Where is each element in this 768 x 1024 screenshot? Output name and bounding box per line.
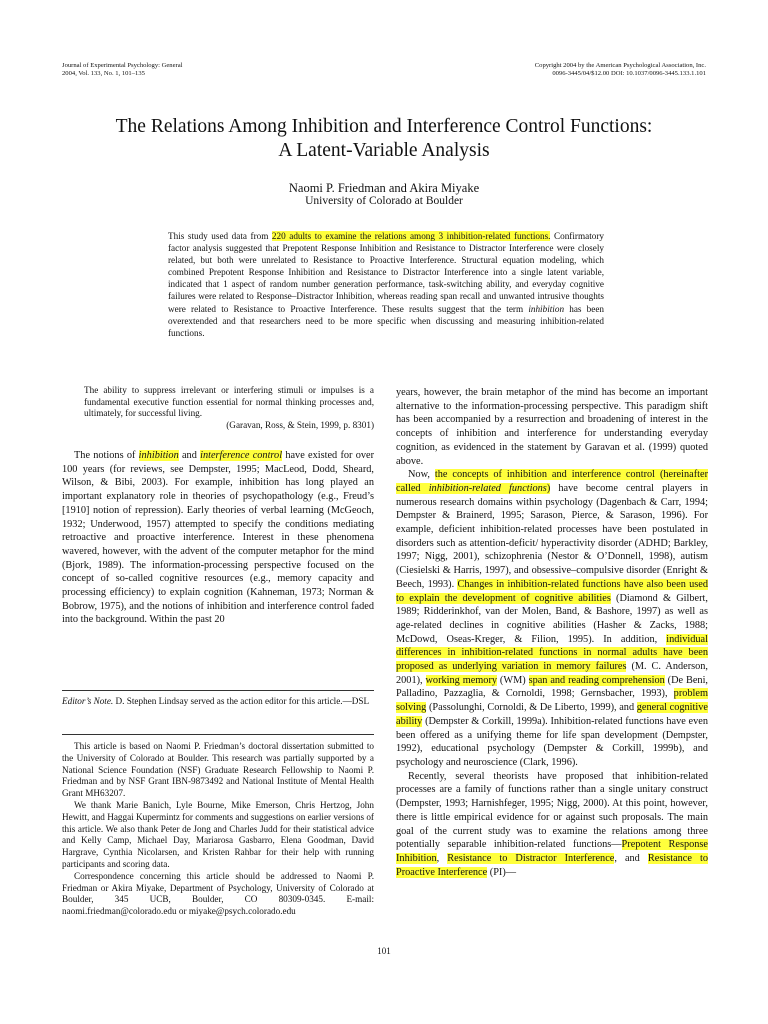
body-text: have existed for over 100 years (for reviews, see Dempster, 1995; MacLeod, Dodd, Sheard, Wilson, & Bibi, 2003). For example, inhibition has long played an important explanatory role in theories of psychopathology (e.g., Freud’s [1910] notion of repression). Early theories of verbal learning (McGeoch, 1932; Underwood, 1957) attempted to specify the conditions mediating retroactive and proactive interference. Interest in these phenomena wavered, however, with the advent of the computer metaphor for the mind (Bjork, 1989). The information-processing perspective focused on the concept of so-called cognitive resources (e.g., memory capacity and processing efficiency) to explain cognition (Kahneman, 1973; Norman & Bobrow, 1975), and the notions of inhibition and interference control faded into the background. Within the past 20 [62,450,374,626]
highlight-text: inhibition-related functions [428,482,547,494]
right-column [396,386,708,879]
abstract-italic: inhibition [528,303,565,314]
highlight-text: the concepts of inhibition and interference control (hereinafter called [396,469,708,494]
highlight[interactable] [200,450,282,461]
abstract-text: has been overextended and that researchers need to be more specific when discussing and measuring inhibition-related functions. [168,303,604,338]
highlight[interactable]: Resistance to Proactive Interference [396,852,708,878]
title-line-2: A Latent-Variable Analysis [278,140,490,161]
highlight-text: ) [546,482,551,494]
highlight[interactable] [139,450,179,461]
epigraph-text: The ability to suppress irrelevant or interfering stimuli or impulses is a fundamental executive function essential for normal thinking processes and, ultimately, for successful living. [84,385,374,419]
body-text: (Dempster & Corkill, 1999a). Inhibition-related functions have even been offered as a unifying theme for life span development (Dempster, 1992), educational psychology (Dempster & Corkill, 1999b), and psychology and neuroscience (Clark, 1996). [396,715,708,768]
intro-paragraph [62,449,374,627]
body-text: have become central players in numerous research domains within psychology (Dagenbach & Carr, 1994; Dempster & Brainerd, 1995; Sarason, Pierce, & Sarason, 1996). For example, deficient inhibition-related processes have been postulated in disorders such as attention-deficit/ hyperactivity disorder (ADHD; Barkley, 1997; Nigg, 2001), schizophrenia (Nestor & O’Donnell, 1998), autism (Ciesielski & Harris, 1997), and obsessive–compulsive disorder (Enright & Beech, 1993). [396,482,708,590]
epigraph-source: (Garavan, Ross, & Stein, 1999, p. 8301) [226,419,374,430]
body-paragraph: years, however, the brain metaphor of the mind has become an important alternative to the information-processing perspective. This paradigm shift has been accompanied by a resurrection and broadening of interest in the concepts of inhibition and interference for understanding everyday cognition, as evidenced in the statement by Garavan et al. (1999) quoted above. [396,387,708,467]
footnote-paragraph: We thank Marie Banich, Lyle Bourne, Mike Emerson, Chris Hertzog, John Hewitt, and Haggai Kupermintz for comments and suggestions on earlier versions of this article. We also thank Peter de Jong and Charles Judd for their statistical advice and Kelly Camp, Michael Day, Mariarosa Gasbarro, Elena Goodman, David Hargrave, Cynthia Nicolarsen, and Kristen Rahbar for their help with running participants and scoring data. [62,799,374,869]
body-text: The notions of [74,450,139,461]
title-line-1: The Relations Among Inhibition and Interference Control Functions: [115,116,653,137]
footnote-paragraph: Correspondence concerning this article should be addressed to Naomi P. Friedman or Akira Miyake, Department of Psychology, University of Colorado at Boulder, 345 UCB, Boulder, CO 80309-0345. E-mail: naomi.friedman@colorado.edu or miyake@psych.colorado.edu [62,870,374,917]
body-text: (Passolunghi, Cornoldi, & De Liberto, 1999), and [426,702,637,714]
body-text: , [436,852,448,864]
editor-note [62,690,374,708]
body-text: (Diamond & Gilbert, 1989; Ridderinkhof, van der Molen, Band, & Bashore, 1997) as well as age-related declines in cognitive abilities (Hasher & Zacks, 1988; McDowd, Oseas-Kreger, & Filion, 1995). In addition, [396,592,708,645]
doi-text: 0096-3445/04/$12.00 DOI: 10.1037/0096-3445.133.1.101 [552,70,706,77]
body-text: , and [614,852,648,864]
body-text: Now, [408,469,435,481]
body-paragraph [396,770,708,880]
highlight[interactable]: 220 adults to examine the relations among 3 inhibition-related functions. [271,231,551,241]
body-text: (PI)— [487,866,517,878]
editor-note-text: D. Stephen Lindsay served as the action editor for this article.—DSL [113,696,370,706]
highlight[interactable]: Resistance to Distractor Interference [447,852,615,864]
abstract [168,230,604,339]
body-text: (De Beni, Palladino, Pazzaglia, & Cornoldi, 1998; Gernsbacher, 1993), [396,674,709,700]
body-paragraph [396,468,708,769]
affiliation: University of Colorado at Boulder [305,195,463,207]
highlight[interactable]: individual differences in inhibition-related functions in normal adults have been proposed as underlying variation in memory failures [396,633,708,673]
abstract-text: Confirmatory factor analysis suggested that Prepotent Response Inhibition and Resistance to Distractor Interference were closely related, but both were unrelated to Resistance to Proactive Interference. Structural equation modeling, which combined Prepotent Response Inhibition and Resistance to Distractor Interference into a single latent variable, indicated that 1 aspect of random number generation performance, task-switching ability, and everyday cognitive failures were related to Response–Distractor Inhibition, whereas reading span recall and unwanted intrusive thoughts were related to Resistance to Proactive Interference. These results suggest that the term [168,231,604,314]
copyright-header [535,62,706,78]
footnote-paragraph: This article is based on Naomi P. Friedman’s doctoral dissertation submitted to the University of Colorado at Boulder. This research was partially supported by a National Science Foundation (NSF) Graduate Research Fellowship to Naomi P. Friedman and by NSF Grant IBN-9873492 and National Institute of Mental Health Grant MH63207. [62,741,374,799]
editor-note-label: Editor’s Note. [62,696,114,706]
highlight-text: interference control [200,450,283,461]
epigraph [84,385,374,431]
copyright-text: Copyright 2004 by the American Psychological Association, Inc. [534,62,706,69]
body-text: (M. C. Anderson, 2001), [396,661,708,686]
highlight[interactable]: Prepotent Response Inhibition [396,839,708,864]
authors: Naomi P. Friedman and Akira Miyake [288,181,480,195]
highlight[interactable]: problem solving [396,688,708,714]
body-text: and [178,450,201,461]
journal-volume: 2004, Vol. 133, No. 1, 101–135 [62,70,145,77]
highlight-text: inhibition [138,450,179,461]
page-number: 101 [377,946,391,956]
abstract-text: This study used data from [168,231,272,241]
journal-name: Journal of Experimental Psychology: General [62,62,183,69]
highlight[interactable]: span and reading comprehension [528,674,665,686]
body-text: Recently, several theorists have proposed that inhibition-related processes are a family of functions rather than a single unitary construct (Dempster, 1993; Harnishfeger, 1995; Nigg, 2000). At this point, however, there is little empirical evidence for or against such proposals. The main goal of the current study was to examine the relations among three potentially separable inhibition-related functions— [396,770,708,851]
author-footnote [62,734,374,918]
journal-header [62,62,183,78]
paper-title [60,115,708,163]
body-text: (WM) [497,674,529,686]
highlight[interactable]: Changes in inhibition-related functions have also been used to explain the development of cognitive abilities [396,578,708,604]
highlight[interactable]: general cognitive ability [396,702,708,727]
highlight[interactable]: working memory [425,674,498,686]
